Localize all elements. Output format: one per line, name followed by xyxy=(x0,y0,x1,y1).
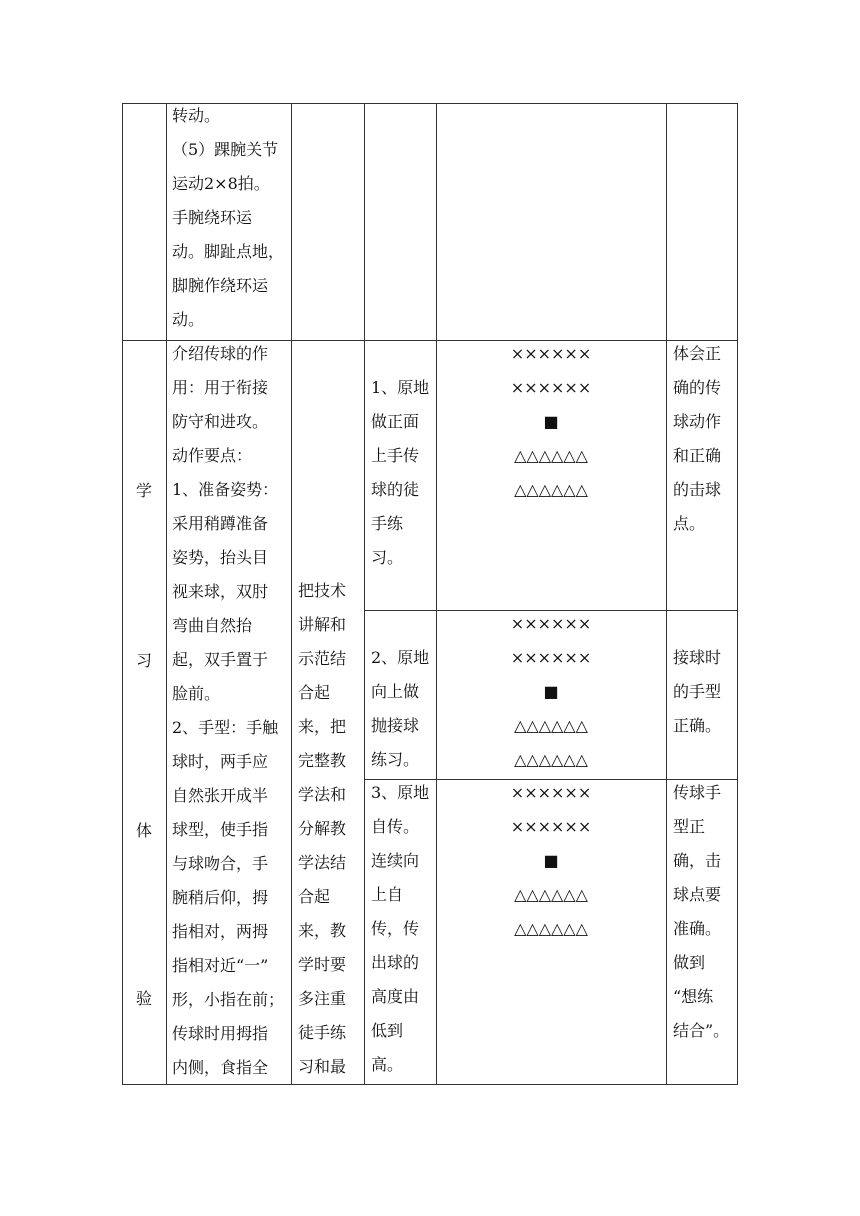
row2-method-text: 把技术 讲解和 示范结 合起 来，把 完整教 学法和 分解教 学法结 合起 来，教 学时要 多注重 徒手练 习和最 xyxy=(298,581,347,1076)
section-label-char-1: 学 xyxy=(135,481,152,500)
col-border-3 xyxy=(364,103,365,1085)
row1-content-text: 转动。 （5）踝腕关节 运动2×8拍。 手腕绕环运 动。脚趾点地， 脚腕作绕环运 动。 xyxy=(172,106,285,329)
practice-1-requirement: 体会正 确的传 球动作 和正确 的击球 点。 xyxy=(673,344,722,533)
formation-1: ×××××× ×××××× ■ △△△△△△ △△△△△△ xyxy=(510,344,592,499)
section-label-char-4: 验 xyxy=(135,989,152,1008)
row2-content-text: 介绍传球的作 用：用于衔接 防守和进攻。 动作要点： 1、准备姿势： 采用稍蹲准备 姿势，抬头目 视来球，双肘 弯曲自然抬 起，双手置于 脸前。 2、手型：手触 球时，两手应 自然张开成半 球型，使手指 与球吻合，手 腕稍后仰，拇 指相对，两拇 指相对近“一” 形，小指在前； 传球时用拇指 内侧，食指全 xyxy=(172,344,285,1077)
formation-2: ×××××× ×××××× ■ △△△△△△ △△△△△△ xyxy=(510,614,592,769)
col-border-0 xyxy=(122,103,123,1085)
section-label-char-2: 习 xyxy=(135,651,152,670)
practice-3-requirement: 传球手 型正 确，击 球点要 准确。 做到 “想练 结合”。 xyxy=(673,783,730,1040)
col-border-2 xyxy=(291,103,292,1085)
col-border-1 xyxy=(166,103,167,1085)
col-border-6 xyxy=(737,103,738,1085)
col-border-5 xyxy=(666,103,667,1085)
practice-2-requirement: 接球时 的手型 正确。 xyxy=(673,648,722,735)
section-label-char-3: 体 xyxy=(135,821,152,840)
formation-3: ×××××× ×××××× ■ △△△△△△ △△△△△△ xyxy=(510,783,592,938)
practice-2-text: 2、原地 向上做 抛接球 练习。 xyxy=(371,648,430,769)
practice-1-text: 1、原地 做正面 上手传 球的徒 手练 习。 xyxy=(371,378,430,567)
practice-3-text: 3、原地 自传。 连续向 上自 传，传 出球的 高度由 低到 高。 xyxy=(371,783,430,1074)
